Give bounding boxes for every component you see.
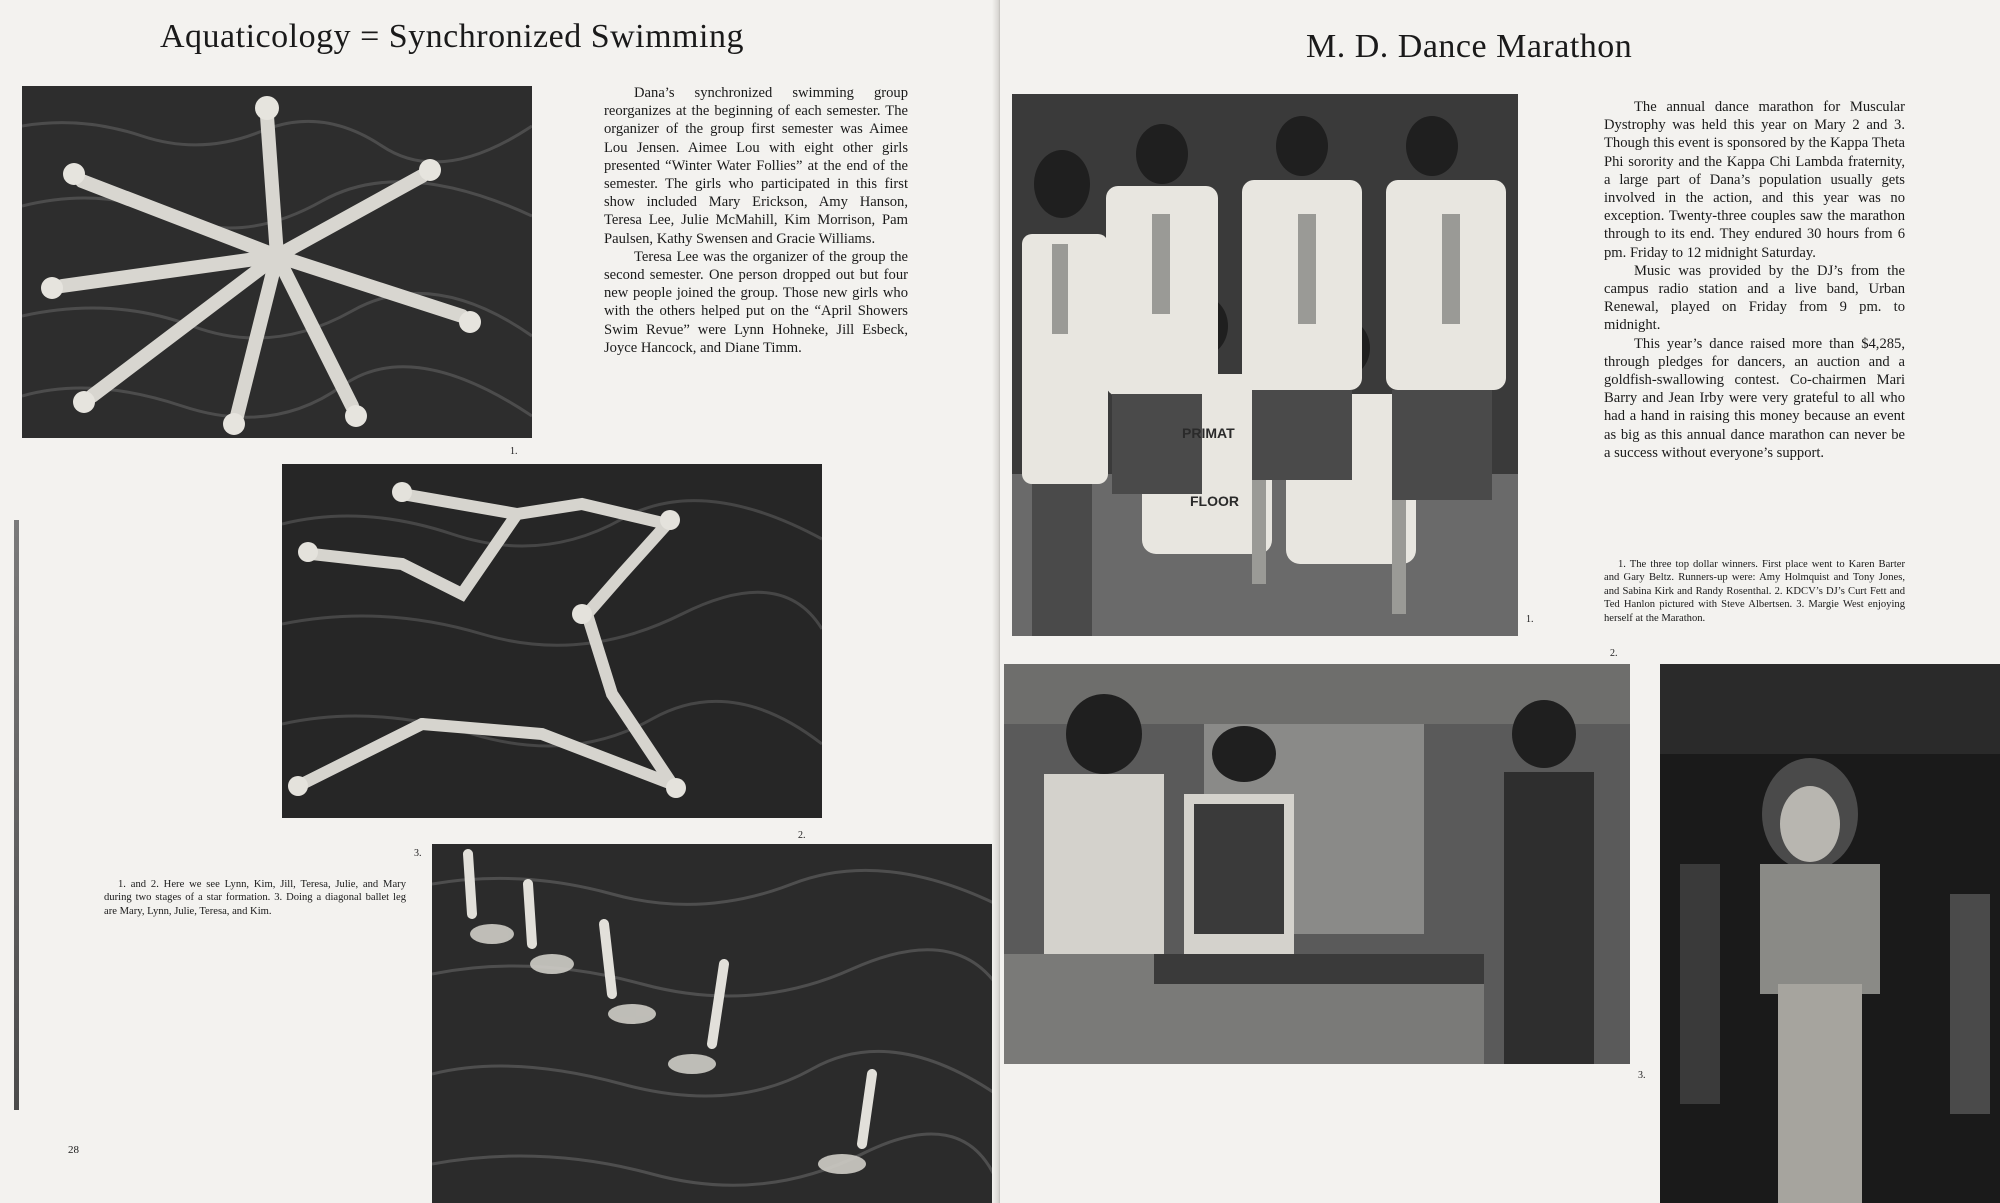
page-edge-shadow <box>14 520 19 1110</box>
caption-text: 1. The three top dollar winners. First place went to Karen Barter and Gary Beltz. Runners-up were: Amy Holmquist and Tony Jones, and Sabina Kirk and Randy Rosenthal. 2. KDCV’s DJ’s Curt Fett and Ted Hanlon pictured with Steve Albertsen. 3. Margie West enjoying herself at the Marathon. <box>1604 559 1905 624</box>
caption-text: 1. and 2. Here we see Lynn, Kim, Jill, Teresa, Julie, and Mary during two stages of a star formation. 3. Doing a diagonal ballet leg are Mary, Lynn, Julie, Teresa, and Kim. <box>104 879 406 917</box>
photo-number-2: 2. <box>1610 648 1618 659</box>
photo-radio-djs <box>1004 664 1630 1064</box>
page-title-swimming: Aquaticology = Synchronized Swimming <box>160 18 744 55</box>
swimming-article <box>604 84 908 357</box>
article-paragraph: Teresa Lee was the organizer of the group the second semester. One person dropped out but four new people joined the group. Those new girls who with the others helped put on the “April Showers Swim Revue” were Lynn Hohneke, Jill Esbeck, Joyce Hancock, and Diane Timm. <box>604 248 908 356</box>
page-number: 28 <box>68 1144 79 1156</box>
photo-number-2: 2. <box>798 830 806 841</box>
photo-margie-west <box>1660 664 2000 1203</box>
article-paragraph: Music was provided by the DJ’s from the campus radio station and a live band, Urban Renewal, played on Friday from 9 pm. to midnight. <box>1604 262 1905 334</box>
shirt-text-primat: PRIMAT <box>1182 425 1235 441</box>
photo-number-1: 1. <box>510 446 518 457</box>
shirt-text-floor: FLOOR <box>1190 493 1239 509</box>
photo-swim-star-formation <box>22 86 532 438</box>
photo-number-3: 3. <box>414 848 422 859</box>
dance-marathon-caption <box>1604 558 1905 625</box>
right-page <box>1000 0 2000 1203</box>
swimming-caption <box>104 878 406 918</box>
photo-number-1: 1. <box>1526 614 1534 625</box>
article-paragraph: Dana’s synchronized swimming group reorganizes at the beginning of each semester. The organizer of the group first semester was Aimee Lou Jensen. Aimee Lou with eight other girls presented “Winter Water Follies” at the end of the semester. The girls who participated in this first show included Mary Erickson, Amy Hanson, Teresa Lee, Julie McMahill, Kim Morrison, Pam Paulsen, Kathy Swensen and Gracie Williams. <box>604 85 908 247</box>
left-page <box>0 0 996 1203</box>
article-paragraph: The annual dance marathon for Muscular Dystrophy was held this year on Mary 2 and 3. Though this event is sponsored by the Kappa Theta Phi sorority and the Kappa Chi Lambda fraternity, a large part of Dana’s population usually gets involved in the action, and this year was no exception. Twenty-three couples saw the marathon through to its end. They endured 30 hours from 6 pm. Friday to 12 midnight Saturday. <box>1604 99 1905 261</box>
article-paragraph: This year’s dance raised more than $4,285, through pledges for dancers, an auction and a goldfish-swallowing contest. Co-chairmen Mari Barry and Jean Irby were very grateful to all who had a hand in raising this money because an event as big as this annual dance marathon can never be a success without everyone’s support. <box>1604 335 1905 461</box>
photo-swim-ballet-legs <box>432 844 996 1203</box>
photo-trophy-winners <box>1012 94 1518 636</box>
page-title-dance-marathon: M. D. Dance Marathon <box>1306 28 1633 65</box>
photo-swim-star-outline <box>282 464 822 818</box>
photo-number-3: 3. <box>1638 1070 1646 1081</box>
dance-marathon-article <box>1604 98 1905 462</box>
